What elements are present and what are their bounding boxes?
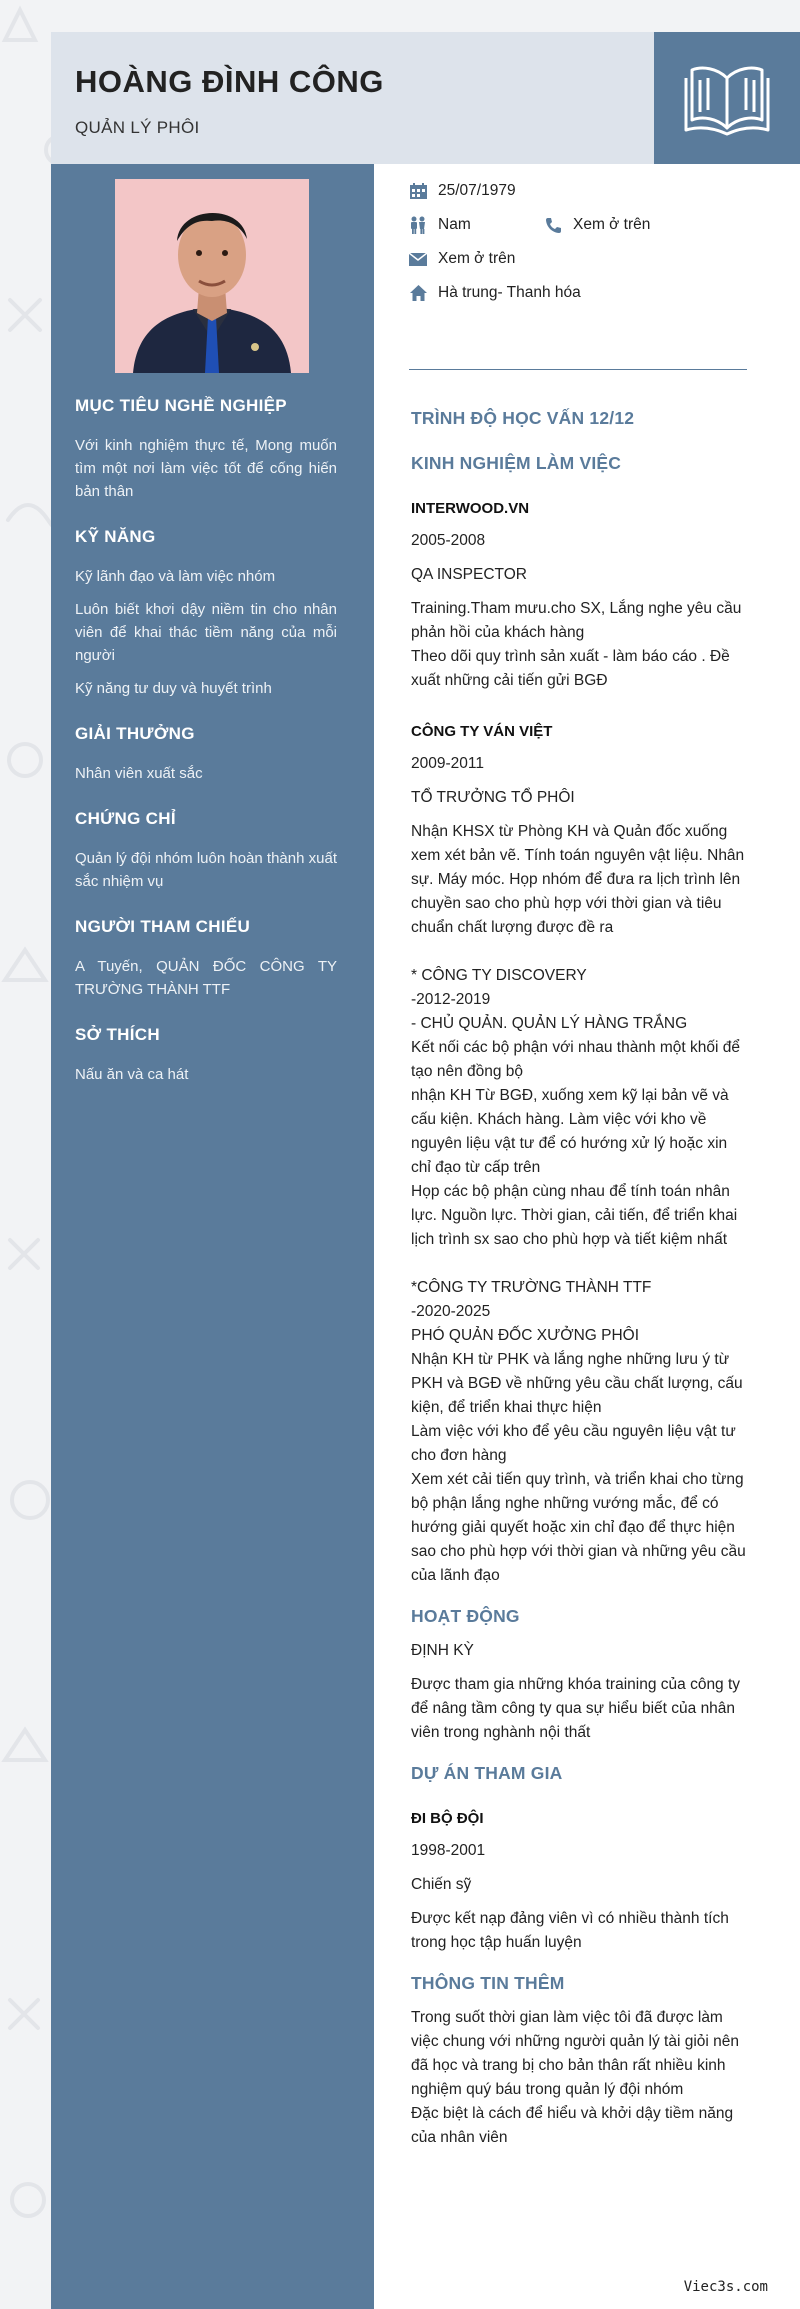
- job-position: QA INSPECTOR: [411, 566, 527, 583]
- phone-value: Xem ở trên: [573, 216, 651, 233]
- sidebar: [51, 164, 374, 2309]
- main-content: [411, 402, 749, 2150]
- skills-title: KỸ NĂNG: [75, 527, 156, 546]
- certificates-section: [75, 809, 337, 893]
- address-row: [409, 284, 581, 302]
- job-company: INTERWOOD.VN: [411, 500, 530, 517]
- resume-header: [51, 32, 654, 164]
- site-watermark: Viec3s.com: [683, 2279, 768, 2295]
- certificates-text: Quản lý đội nhóm luôn hoàn thành xuất sắc nhiệm vụ: [75, 850, 337, 890]
- project-period: 1998-2001: [411, 1842, 486, 1859]
- phone-icon: [544, 216, 562, 234]
- gender-row: [409, 216, 471, 234]
- envelope-icon: [409, 250, 427, 268]
- phone-row: [544, 216, 650, 234]
- email-row: [409, 250, 515, 268]
- experience-title: KINH NGHIỆM LÀM VIỆC: [411, 453, 622, 473]
- activities-title: HOẠT ĐỘNG: [411, 1606, 520, 1626]
- project-role: Chiến sỹ: [411, 1876, 472, 1893]
- project-text: Được kết nạp đảng viên vì có nhiều thành tích trong học tập huấn luyện: [411, 1910, 729, 1951]
- candidate-name: HOÀNG ĐÌNH CÔNG: [75, 64, 384, 99]
- career-goal-text: Với kinh nghiệm thực tế, Mong muốn tìm một nơi làm việc tốt để cống hiến bản thân: [75, 437, 337, 500]
- portrait-image: [115, 179, 309, 373]
- career-goal-section: [75, 396, 337, 503]
- education-title: TRÌNH ĐỘ HỌC VẤN 12/12: [411, 408, 635, 428]
- candidate-role: QUẢN LÝ PHÔI: [75, 118, 200, 137]
- sidebar-content: [75, 396, 337, 1110]
- job-description: Nhận KHSX từ Phòng KH và Quản đốc xuống xem xét bản vẽ. Tính toán nguyên vật liệu. Nhân sự. Máy móc. Họp nhóm để đưa ra lịch trình lên chuyền sao cho phù hợp với thời gian và tiêu chuẩn chất lượng được đề ra * CÔNG TY DISCOVERY -2012-2019 - CHỦ QUẢN. QUẢN LÝ HÀNG TRẮNG Kết nối các bộ phận với nhau thành một khối để tạo nên đồng bộ nhận KH Từ BGĐ, xuống xem kỹ lại bản vẽ và cấu kiện. Khách hàng. Làm việc với kho về nguyên liệu vật tư để có hướng xử lý hoặc xin chỉ đạo từ cấp trên Họp các bộ phận cùng nhau để tính toán nhân lực. Nguồn lực. Thời gian, cải tiến, để triển khai lịch trình sx sao cho phù hợp và tiết kiệm nhất *CÔNG TY TRƯỜNG THÀNH TTF -2020-2025 PHÓ QUẢN ĐỐC XƯỞNG PHÔI Nhận KH từ PHK và lắng nghe những lưu ý từ PKH và BGĐ về những yêu cầu chất lượng, cấu kiện, để triển khai thực hiện Làm việc với kho để yêu cầu nguyên liệu vật tư cho đơn hàng Xem xét cải tiến quy trình, và triển khai cho từng bộ phận lắng nghe những vướng mắc, để có hướng giải quyết hoặc xin chỉ đạo để thực hiện sao cho phù hợp với thời gian và những yêu cầu của lãnh đạo: [411, 823, 746, 1584]
- resume-page: [51, 32, 800, 2309]
- more-info-title: THÔNG TIN THÊM: [411, 1973, 565, 1993]
- info-divider: [409, 369, 747, 370]
- certificates-title: CHỨNG CHỈ: [75, 809, 176, 828]
- job-period: 2005-2008: [411, 532, 486, 549]
- email-value: Xem ở trên: [438, 250, 516, 267]
- skill-item: Luôn biết khơi dậy niềm tin cho nhân viên để khai thác tiềm năng của mỗi người: [75, 601, 337, 664]
- open-book-icon: [682, 58, 772, 138]
- career-goal-title: MỤC TIÊU NGHỀ NGHIỆP: [75, 396, 287, 415]
- awards-section: [75, 724, 337, 785]
- references-text: A Tuyến, QUẢN ĐỐC CÔNG TY TRƯỜNG THÀNH TTF: [75, 958, 337, 998]
- address-value: Hà trung- Thanh hóa: [438, 284, 581, 301]
- references-section: [75, 917, 337, 1001]
- birthdate-row: [409, 182, 516, 200]
- hobbies-section: [75, 1025, 337, 1086]
- projects-title: DỰ ÁN THAM GIA: [411, 1763, 563, 1783]
- job-company: CÔNG TY VÁN VIỆT: [411, 723, 553, 740]
- skill-item: Kỹ năng tư duy và huyết trình: [75, 680, 272, 697]
- hobbies-text: Nấu ăn và ca hát: [75, 1066, 189, 1083]
- job-description: Training.Tham mưu.cho SX, Lắng nghe yêu cầu phản hồi của khách hàng Theo dõi quy trình sản xuất - làm báo cáo . Đề xuất những cải tiến gửi BGĐ: [411, 600, 742, 689]
- people-icon: [409, 216, 427, 234]
- references-title: NGƯỜI THAM CHIẾU: [75, 917, 251, 936]
- activities-text: Được tham gia những khóa training của công ty để nâng tầm công ty qua sự hiểu biết của nhân viên trong nghành nội thất: [411, 1676, 741, 1741]
- job-position: TỔ TRƯỞNG TỔ PHÔI: [411, 789, 575, 806]
- project-name: ĐI BỘ ĐỘI: [411, 1810, 484, 1827]
- calendar-icon: [409, 182, 427, 200]
- home-icon: [409, 284, 427, 302]
- awards-text: Nhân viên xuất sắc: [75, 765, 203, 782]
- birthdate-value: 25/07/1979: [438, 182, 516, 199]
- avatar: [115, 179, 309, 373]
- more-info-text: Trong suốt thời gian làm việc tôi đã được làm việc chung với những người quản lý tài giỏi nên đã học và trang bị cho bản thân rất nhiều kinh nghiệm quý báu trong quản lý đội nhóm Đặc biệt là cách để hiểu và khởi dậy tiềm năng của nhân viên: [411, 2009, 740, 2146]
- skill-item: Kỹ lãnh đạo và làm việc nhóm: [75, 568, 276, 585]
- activities-subtitle: ĐỊNH KỲ: [411, 1642, 474, 1659]
- gender-value: Nam: [438, 216, 471, 233]
- skills-section: [75, 527, 337, 700]
- job-period: 2009-2011: [411, 755, 484, 772]
- hobbies-title: SỞ THÍCH: [75, 1025, 160, 1044]
- logo-box: [654, 32, 800, 164]
- awards-title: GIẢI THƯỞNG: [75, 724, 195, 743]
